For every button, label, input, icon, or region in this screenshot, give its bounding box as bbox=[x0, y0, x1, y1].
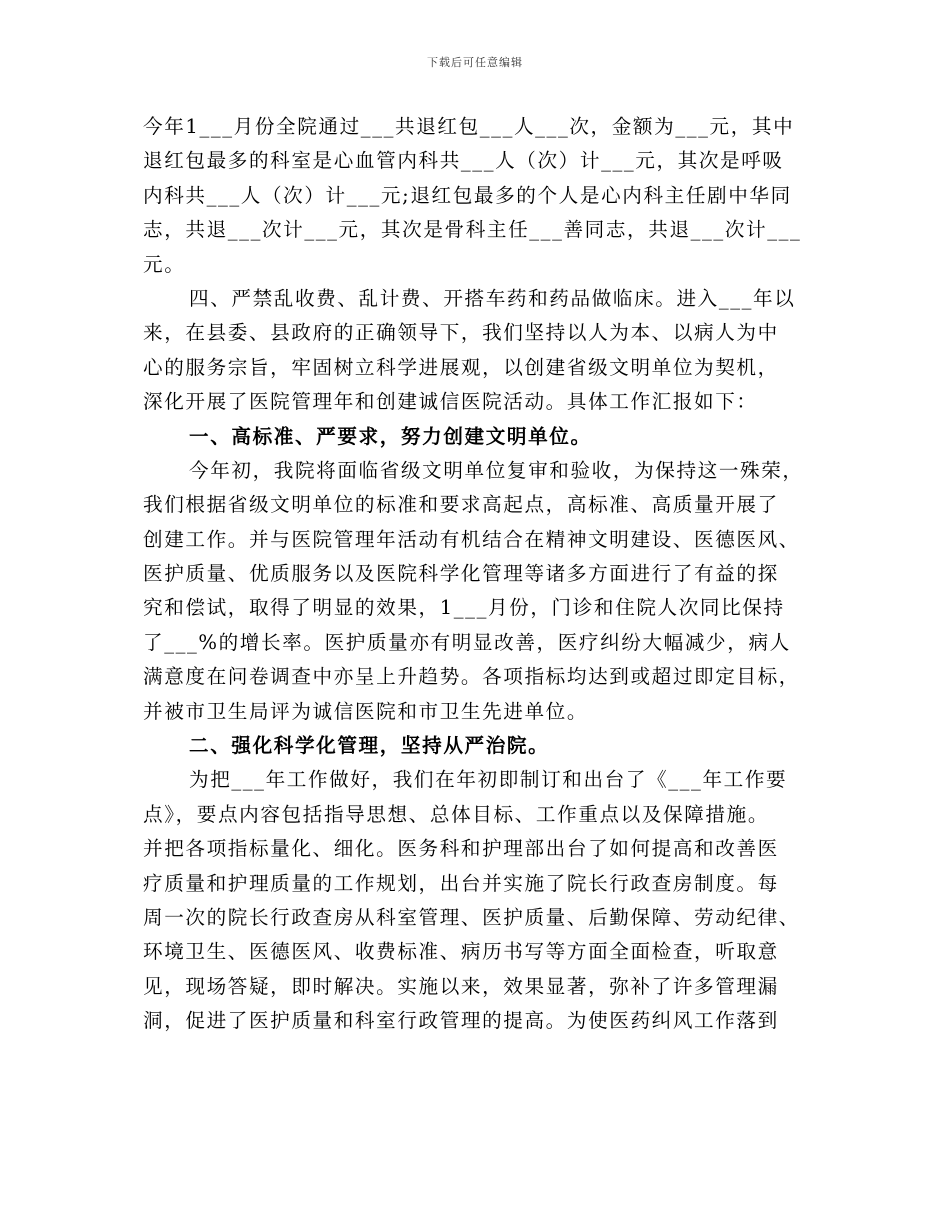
document-body bbox=[143, 110, 813, 1039]
paragraph-start: 今年初，我院将面临省级文明单位复审和验收，为保持这一殊荣， bbox=[189, 458, 804, 482]
text-line: 疗质量和护理质量的工作规划，出台并实施了院长行政查房制度。每 bbox=[143, 871, 779, 895]
paragraph-start: 四、严禁乱收费、乱计费、开搭车药和药品做临床。进入___年以 bbox=[189, 286, 796, 310]
page-header: 下载后可任意编辑 bbox=[427, 56, 523, 69]
text-line: 并把各项指标量化、细化。医务科和护理部出台了如何提高和改善医 bbox=[143, 837, 779, 861]
text-line: 来，在县委、县政府的正确领导下，我们坚持以人为本、以病人为中 bbox=[143, 321, 779, 345]
text-line: 了___%的增长率。医护质量亦有明显改善，医疗纠纷大幅减少，病人 bbox=[143, 630, 791, 654]
text-line: 究和偿试，取得了明显的效果，1___月份，门诊和住院人次同比保持 bbox=[143, 596, 785, 620]
text-line: 创建工作。并与医院管理年活动有机结合在精神文明建设、医德医风、 bbox=[143, 527, 801, 551]
section-heading-2: 二、强化科学化管理，坚持从严治院。 bbox=[189, 734, 550, 758]
text-line: 医护质量、优质服务以及医院科学化管理等诸多方面进行了有益的探 bbox=[143, 562, 779, 586]
text-line: 环境卫生、医德医风、收费标准、病历书写等方面全面检查，听取意 bbox=[143, 940, 779, 964]
text-line: 洞，促进了医护质量和科室行政管理的提高。为使医药纠风工作落到 bbox=[143, 1009, 779, 1033]
text-line: 并被市卫生局评为诚信医院和市卫生先进单位。 bbox=[143, 699, 589, 723]
paragraph-start: 为把___年工作做好，我们在年初即制订和出台了《___年工作要 bbox=[189, 768, 788, 792]
text-line: 我们根据省级文明单位的标准和要求高起点，高标准、高质量开展了 bbox=[143, 493, 779, 517]
text-line: 志，共退___次计___元，其次是骨科主任___善同志，共退___次计___ bbox=[143, 218, 802, 242]
text-line: 元。 bbox=[143, 252, 186, 276]
text-line: 心的服务宗旨，牢固树立科学进展观，以创建省级文明单位为契机， bbox=[143, 355, 779, 379]
text-line: 深化开展了医院管理年和创建诚信医院活动。具体工作汇报如下： bbox=[143, 390, 758, 414]
text-line: 今年1___月份全院通过___共退红包___人___次，金额为___元，其中 bbox=[143, 115, 795, 138]
text-line: 点》，要点内容包括指导思想、总体目标、工作重点以及保障措施。 bbox=[143, 802, 770, 826]
text-line: 内科共___人（次）计___元;退红包最多的个人是心内科主任剧中华同 bbox=[143, 183, 792, 207]
section-heading-1: 一、高标准、严要求，努力创建文明单位。 bbox=[189, 424, 592, 448]
text-line: 见，现场答疑，即时解决。实施以来，效果显著，弥补了许多管理漏 bbox=[143, 974, 779, 998]
text-line: 满意度在问卷调查中亦呈上升趋势。各项指标均达到或超过即定目标， bbox=[143, 665, 801, 689]
text-line: 退红包最多的科室是心血管内科共___人（次）计___元，其次是呼吸 bbox=[143, 149, 784, 173]
text-line: 周一次的院长行政查房从科室管理、医护质量、后勤保障、劳动纪律、 bbox=[143, 905, 801, 929]
